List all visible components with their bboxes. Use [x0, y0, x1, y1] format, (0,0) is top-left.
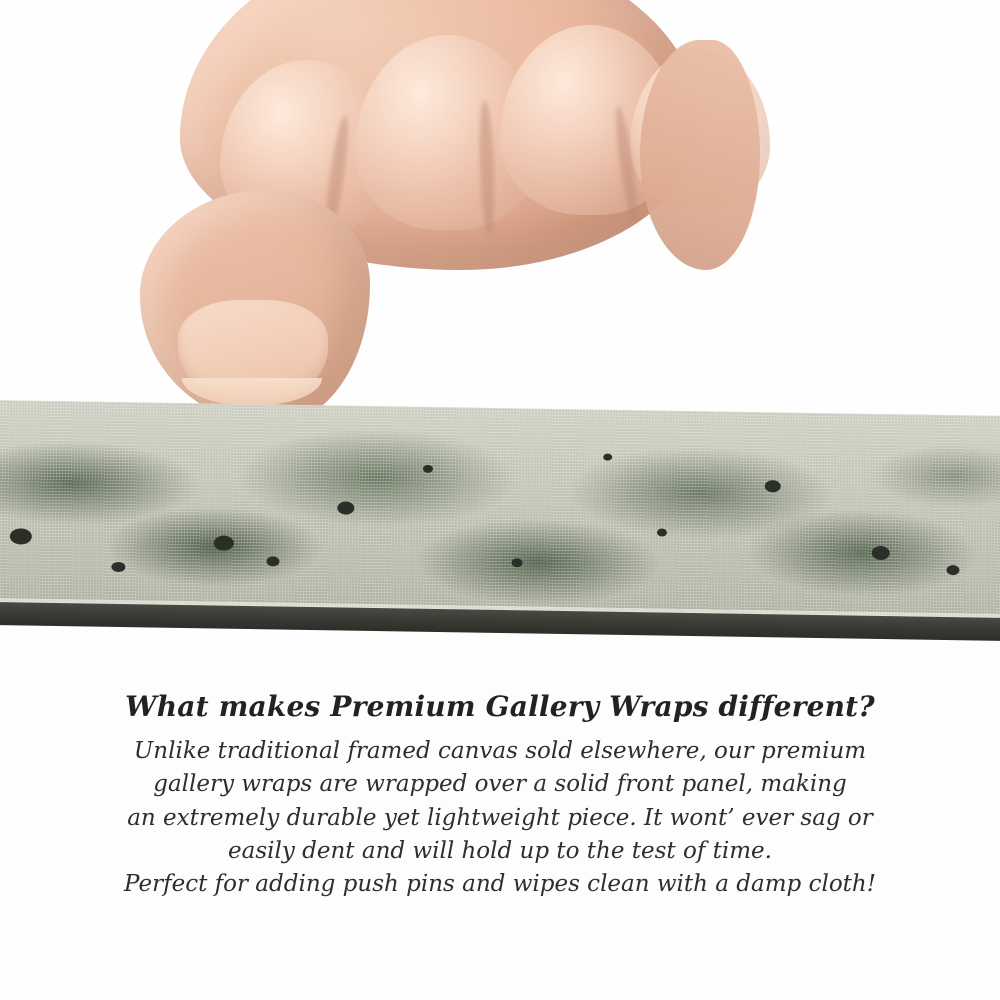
canvas-weave-texture	[0, 400, 1000, 621]
caption-line: Unlike traditional framed canvas sold elsewhere, our premium	[133, 738, 867, 764]
caption-line: an extremely durable yet lightweight piece. It wont’ ever sag or	[127, 804, 873, 831]
caption-line: gallery wraps are wrapped over a solid front panel, making	[153, 771, 847, 798]
paint-spatter	[10, 528, 32, 544]
paint-spatter	[214, 535, 234, 550]
paint-spatter	[765, 480, 781, 492]
paint-spatter	[266, 556, 279, 566]
paint-spatter	[872, 546, 890, 560]
finger-side	[640, 40, 760, 270]
paint-spatter	[423, 465, 433, 473]
canvas-edge-icon	[0, 400, 1000, 641]
paint-spatter	[946, 565, 959, 575]
paint-spatter	[111, 562, 125, 572]
thumb	[140, 190, 370, 425]
caption-block	[0, 690, 1000, 902]
caption-heading: What makes Premium Gallery Wraps different?	[125, 690, 875, 723]
paint-spatter	[511, 558, 522, 567]
hand-icon	[120, 0, 700, 420]
caption-body	[0, 735, 1000, 902]
paint-spatter	[657, 528, 667, 536]
caption-line: Perfect for adding push pins and wipes clean with a damp cloth!	[124, 871, 876, 898]
caption-line: easily dent and will hold up to the test of time.	[228, 838, 772, 865]
thumbnail-tip	[182, 378, 322, 406]
paint-spatter	[337, 501, 354, 514]
paint-spatter	[603, 454, 612, 461]
